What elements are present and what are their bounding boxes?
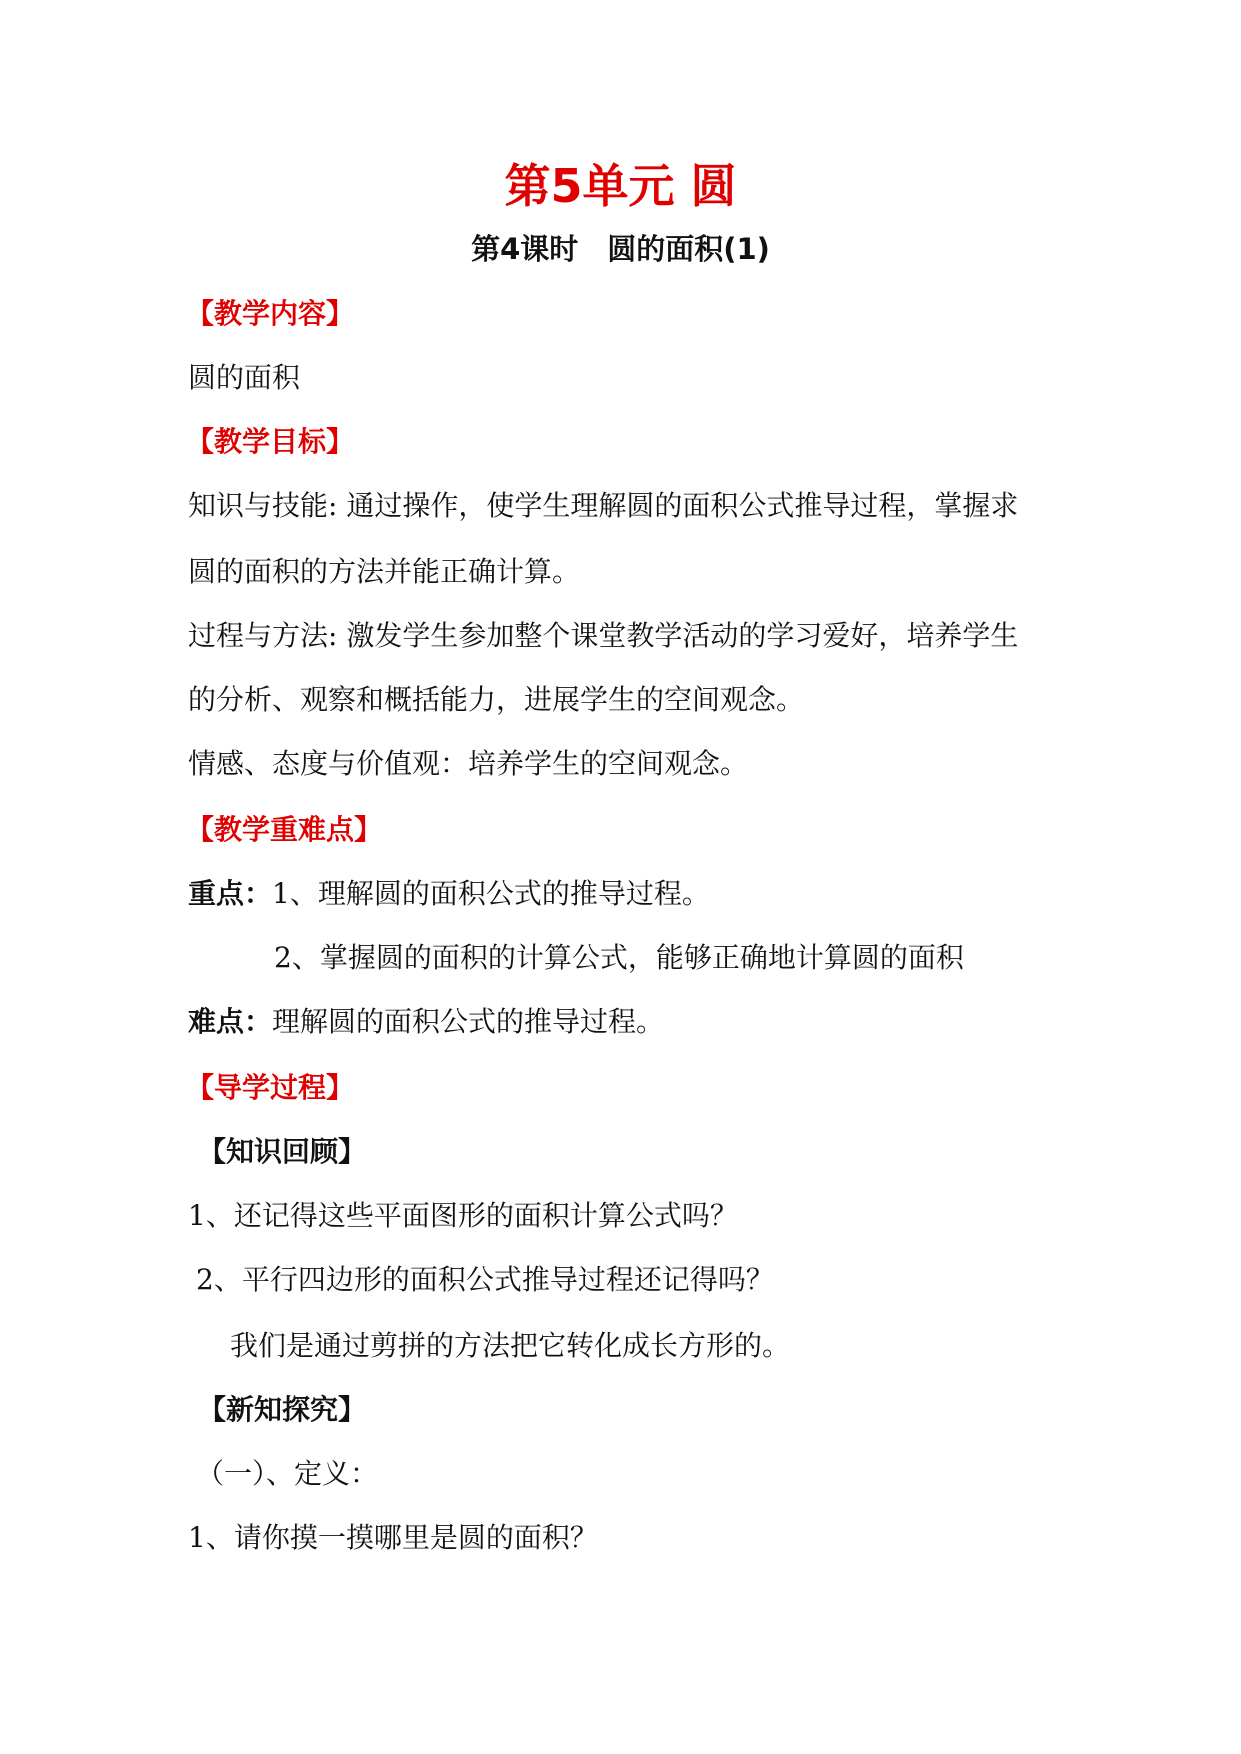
key-point-1-text: 1、理解圆的面积公式的推导过程。 [272,877,710,910]
keypoints-heading: 【教学重难点】 [186,813,383,846]
lesson-subtitle: 第4课时 圆的面积(1) [471,232,770,266]
review-heading: 【知识回顾】 [198,1135,367,1168]
page-title: 第5单元 圆 [504,159,737,213]
goals-heading: 【教学目标】 [186,425,355,458]
review-answer-2: 我们是通过剪拼的方法把它转化成长方形的。 [230,1329,791,1362]
key-point-1 [188,876,710,912]
content-text: 圆的面积 [188,361,301,394]
goal-knowledge-line2: 圆的面积的方法并能正确计算。 [188,555,581,588]
explore-heading: 【新知探究】 [198,1393,367,1426]
goal-process-line1: 过程与方法: 激发学生参加整个课堂教学活动的学习爱好，培养学生 [188,619,1019,652]
difficulty-point [188,1004,664,1040]
difficulty-text: 理解圆的面积公式的推导过程。 [272,1005,665,1038]
content-heading: 【教学内容】 [186,297,355,330]
explore-question-1: 1、请你摸一摸哪里是圆的面积？ [188,1521,598,1554]
key-point-2: 2、掌握圆的面积的计算公式，能够正确地计算圆的面积 [274,941,964,974]
goal-knowledge-line1: 知识与技能: 通过操作，使学生理解圆的面积公式推导过程，掌握求 [188,489,1019,522]
process-heading: 【导学过程】 [186,1071,355,1104]
key-label: 重点： [188,877,273,910]
review-question-1: 1、还记得这些平面图形的面积计算公式吗？ [188,1199,738,1232]
goal-attitude: 情感、态度与价值观：培养学生的空间观念。 [188,747,749,780]
goal-process-line2: 的分析、观察和概括能力，进展学生的空间观念。 [188,683,805,716]
explore-subheading: （一）、定义： [196,1457,379,1490]
difficulty-label: 难点： [188,1005,273,1038]
review-question-2: 2、平行四边形的面积公式推导过程还记得吗？ [196,1263,774,1296]
